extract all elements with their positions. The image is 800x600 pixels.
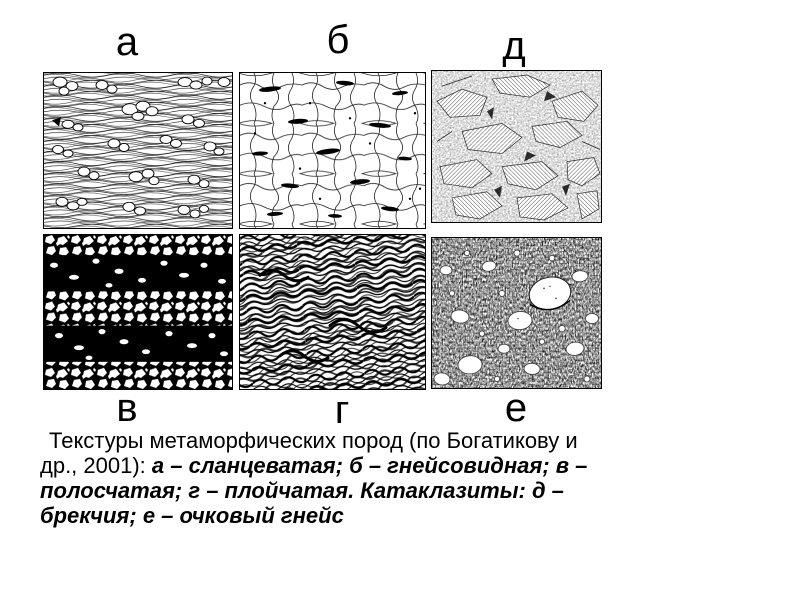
panel-label-d: д [502, 24, 526, 68]
panel-label-v: в [116, 386, 138, 430]
breccia-texture-image [432, 71, 601, 222]
schistose-texture-image [44, 73, 232, 228]
figure-caption [40, 428, 680, 528]
texture-panel-b-gneissic [239, 72, 426, 229]
caption-line-1-text: Текстуры метаморфических пород (по Богатикову и [49, 428, 578, 453]
caption-line-2 [40, 453, 680, 478]
panel-label-a: а [115, 20, 139, 64]
folded-texture-image [240, 235, 425, 389]
panel-label-g: г [334, 388, 350, 432]
caption-line-2-emphasis: а – сланцеватая; б – гнейсовидная; в – [151, 453, 588, 478]
caption-line-3 [40, 478, 680, 503]
panel-label-e: е [504, 386, 528, 430]
caption-line-1 [40, 428, 680, 453]
gneissic-texture-image [240, 73, 425, 228]
texture-panel-v-banded [43, 234, 233, 390]
texture-panel-e-augen-gneiss [431, 237, 602, 389]
caption-line-4-emphasis: брекчия; е – очковый гнейс [40, 503, 344, 528]
banded-texture-image [44, 235, 232, 389]
caption-line-2-regular: др., 2001): [40, 453, 152, 478]
texture-panel-g-folded [239, 234, 426, 390]
panel-label-b: б [326, 18, 350, 62]
caption-line-3-emphasis: полосчатая; г – плойчатая. Катаклазиты: д – [40, 478, 564, 503]
texture-panel-a-schistose [43, 72, 233, 229]
texture-panel-d-breccia [431, 70, 602, 223]
caption-line-4 [40, 503, 680, 528]
augen-gneiss-texture-image [432, 238, 601, 388]
